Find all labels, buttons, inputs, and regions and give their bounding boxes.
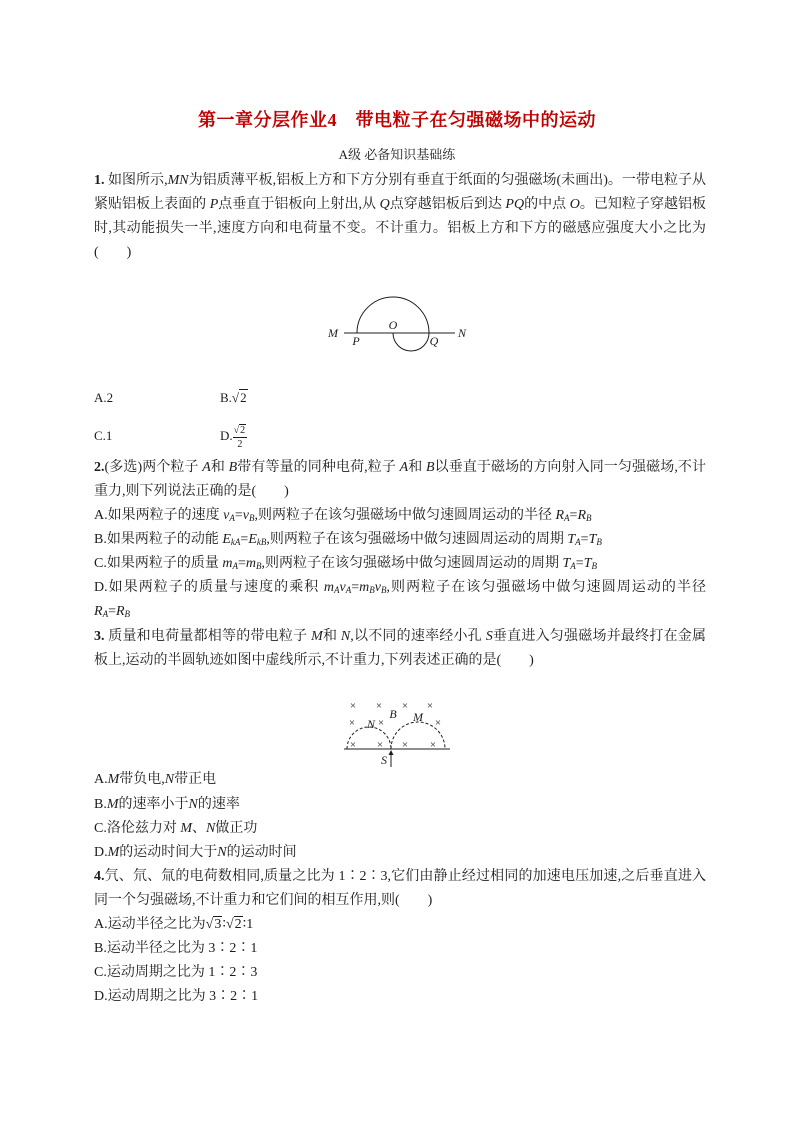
magnetic-field-trajectory-figure: [336, 690, 456, 770]
radicand: 3: [214, 917, 222, 932]
label-b: B: [389, 707, 397, 721]
aluminum-plate-figure: [318, 285, 478, 357]
math-symbol: R: [555, 508, 565, 523]
math-symbol: MN: [167, 173, 189, 188]
math-symbol: T: [562, 556, 571, 571]
math-square-root: [232, 389, 248, 405]
question-1-stem: [94, 169, 706, 265]
field-cross: ×: [375, 700, 383, 712]
math-symbol: E: [222, 532, 231, 547]
field-cross: ×: [434, 717, 442, 729]
math-symbol: N: [164, 772, 175, 787]
field-cross: ×: [349, 700, 357, 712]
math-symbol: S: [485, 629, 493, 644]
field-cross: ×: [429, 739, 437, 751]
math-symbol: R: [577, 508, 586, 523]
math-subscript: B: [248, 513, 255, 523]
math-symbol: m: [245, 556, 256, 571]
math-symbol: R: [115, 604, 125, 619]
root-sign: √: [205, 917, 214, 932]
option-a: A.如果两粒子的速度 $v_A=v_B$,则两粒子在该匀强磁场中做匀速圆周运动的半径 $R_A=R_B$: [94, 508, 592, 523]
field-cross: ×: [377, 717, 385, 729]
option-d: D.如果两粒子的质量与速度的乘积 $m_Av_A=m_Bv_B$,则两粒子在该匀强磁场中做匀速圆周运动的半径 $R_A=R_B$: [94, 580, 706, 619]
math-symbol: R: [94, 604, 103, 619]
math-symbol: PQ: [505, 197, 525, 212]
lower-trajectory-arc: [393, 333, 429, 351]
math-subscript: B: [591, 561, 597, 571]
option-a: A.运动半径之比为√3∶√2∶1: [94, 917, 254, 932]
option-c: C.1: [94, 428, 113, 443]
math-symbol: N: [188, 797, 198, 812]
question-4-stem: [94, 865, 706, 913]
math-square-root: [206, 916, 223, 932]
question-number: 4.: [94, 869, 105, 884]
question-number: 3.: [94, 629, 105, 644]
option-b: B.M的速率小于N的速率: [94, 797, 240, 812]
math-subscript: B: [124, 609, 131, 619]
root-sign: √: [233, 424, 240, 436]
math-subscript: A: [570, 561, 576, 571]
math-symbol: P: [209, 197, 219, 212]
math-subscript: kB: [256, 537, 267, 547]
label-q: Q: [429, 334, 439, 348]
option-b: B.运动半径之比为 3∶2∶1: [94, 941, 258, 956]
math-subscript: B: [586, 513, 592, 523]
option-b: B.如果两粒子的动能 $E_{kA}=E_{kB}$,则两粒子在该匀强磁场中做匀速圆周运动的周期 $T_A=T_B$: [94, 532, 602, 547]
fraction-numerator: [233, 425, 248, 438]
root-sign: √: [225, 917, 234, 932]
math-symbol: M: [311, 629, 323, 644]
option-c: C.洛伦兹力对 M、N做正功: [94, 821, 258, 836]
math-subscript: A: [575, 537, 581, 547]
math-subscript: B: [369, 585, 375, 595]
radicand: 2: [234, 917, 242, 932]
option-d: D.M的运动时间大于N的运动时间: [94, 845, 297, 860]
math-subscript: B: [596, 537, 602, 547]
section-level-heading: A级 必备知识基础练: [338, 147, 456, 162]
field-cross: ×: [426, 700, 434, 712]
math-symbol: E: [248, 532, 257, 547]
label-s: S: [381, 753, 387, 767]
label-n: N: [457, 326, 467, 340]
option-c: C.如果两粒子的质量 $m_A=m_B$,则两粒子在该匀强磁场中做匀速圆周运动的周期 $T_A=T_B$: [94, 556, 597, 571]
radicand: 2: [240, 390, 247, 405]
math-symbol: m: [359, 580, 370, 595]
math-symbol: N: [340, 629, 351, 644]
math-symbol: B: [425, 460, 435, 475]
math-symbol: O: [569, 197, 580, 212]
field-cross: ×: [401, 700, 409, 712]
field-cross: ×: [348, 717, 356, 729]
math-subscript: B: [256, 561, 262, 571]
field-cross: ×: [401, 739, 409, 751]
math-symbol: v: [242, 508, 249, 523]
math-subscript: kA: [230, 537, 241, 547]
option-d: D. $\frac{√2}{2}$: [220, 424, 246, 450]
fraction-denominator: 2: [237, 438, 243, 450]
math-square-root: [234, 424, 247, 436]
option-b: B.√2: [220, 390, 247, 405]
math-symbol: v: [374, 580, 381, 595]
entry-arrow-head: [389, 750, 394, 755]
question-text: (多选)两个粒子 A和 B带有等量的同种电荷,粒子 A和 B以垂直于磁场的方向射入同一匀强磁场,不计重力,则下列说法正确的是( ): [94, 460, 707, 499]
option-c: C.运动周期之比为 1∶2∶3: [94, 965, 258, 980]
math-symbol: M: [180, 821, 193, 836]
math-subscript: A: [564, 513, 570, 523]
math-symbol: B: [228, 460, 238, 475]
page-title: 第一章分层作业4 带电粒子在匀强磁场中的运动: [198, 110, 596, 130]
math-symbol: N: [206, 821, 216, 836]
math-subscript: A: [102, 609, 109, 619]
question-2-stem: [94, 456, 706, 504]
label-m: M: [328, 326, 338, 340]
math-symbol: v: [223, 508, 230, 523]
question-3-stem: [94, 625, 706, 673]
math-symbol: T: [588, 532, 597, 547]
label-o: O: [388, 318, 398, 332]
field-cross: ×: [376, 739, 384, 751]
option-a: A.2: [94, 390, 114, 405]
math-symbol: A: [399, 460, 409, 475]
math-symbol: M: [107, 772, 120, 787]
field-cross: ×: [349, 739, 357, 751]
math-subscript: A: [345, 585, 352, 595]
math-subscript: A: [232, 561, 238, 571]
math-symbol: M: [107, 845, 120, 860]
math-symbol: N: [217, 845, 227, 860]
question-text: 氕、氘、氚的电荷数相同,质量之比为 1∶2∶3,它们由静止经过相同的加速电压加速,之后垂直进入同一个匀强磁场,不计重力和它们间的相互作用,则( ): [94, 869, 706, 908]
math-symbol: A: [202, 460, 211, 475]
label-p: P: [352, 334, 360, 348]
math-symbol: m: [222, 556, 233, 571]
option-d: D.运动周期之比为 3∶2∶1: [94, 989, 259, 1004]
math-subscript: A: [334, 585, 340, 595]
label-n: N: [366, 717, 376, 731]
math-subscript: B: [380, 585, 387, 595]
math-symbol: T: [567, 532, 576, 547]
math-square-root: [226, 916, 243, 932]
math-fraction: [233, 425, 248, 450]
question-text: 质量和电荷量都相等的带电粒子 M和 N,以不同的速率经小孔 S垂直进入匀强磁场并最终打在金属板上,运动的半圆轨迹如图中虚线所示,不计重力,下列表述正确的是( ): [94, 629, 707, 668]
question-text: 如图所示,MN为铝质薄平板,铝板上方和下方分别有垂直于纸面的匀强磁场(未画出)。一带电粒子从紧贴铝板上表面的 P点垂直于铝板向上射出,从 Q点穿越铝板后到达 PQ的中点 O。已知粒子穿越铝板时,其动能损失一半,速度方向和电荷量不变。不计重力。铝板上方和下方的磁感应强度大小之比为( ): [94, 173, 707, 260]
math-subscript: A: [229, 513, 235, 523]
math-symbol: M: [106, 797, 119, 812]
math-symbol: Q: [379, 197, 390, 212]
question-number: 1.: [94, 173, 105, 188]
math-symbol: v: [339, 580, 346, 595]
option-a: A.M带负电,N带正电: [94, 772, 217, 787]
root-sign: √: [231, 390, 240, 405]
radicand: 2: [240, 424, 246, 436]
math-symbol: m: [323, 580, 335, 595]
question-number: 2.: [94, 460, 105, 475]
label-m: M: [413, 710, 423, 724]
math-symbol: T: [583, 556, 592, 571]
